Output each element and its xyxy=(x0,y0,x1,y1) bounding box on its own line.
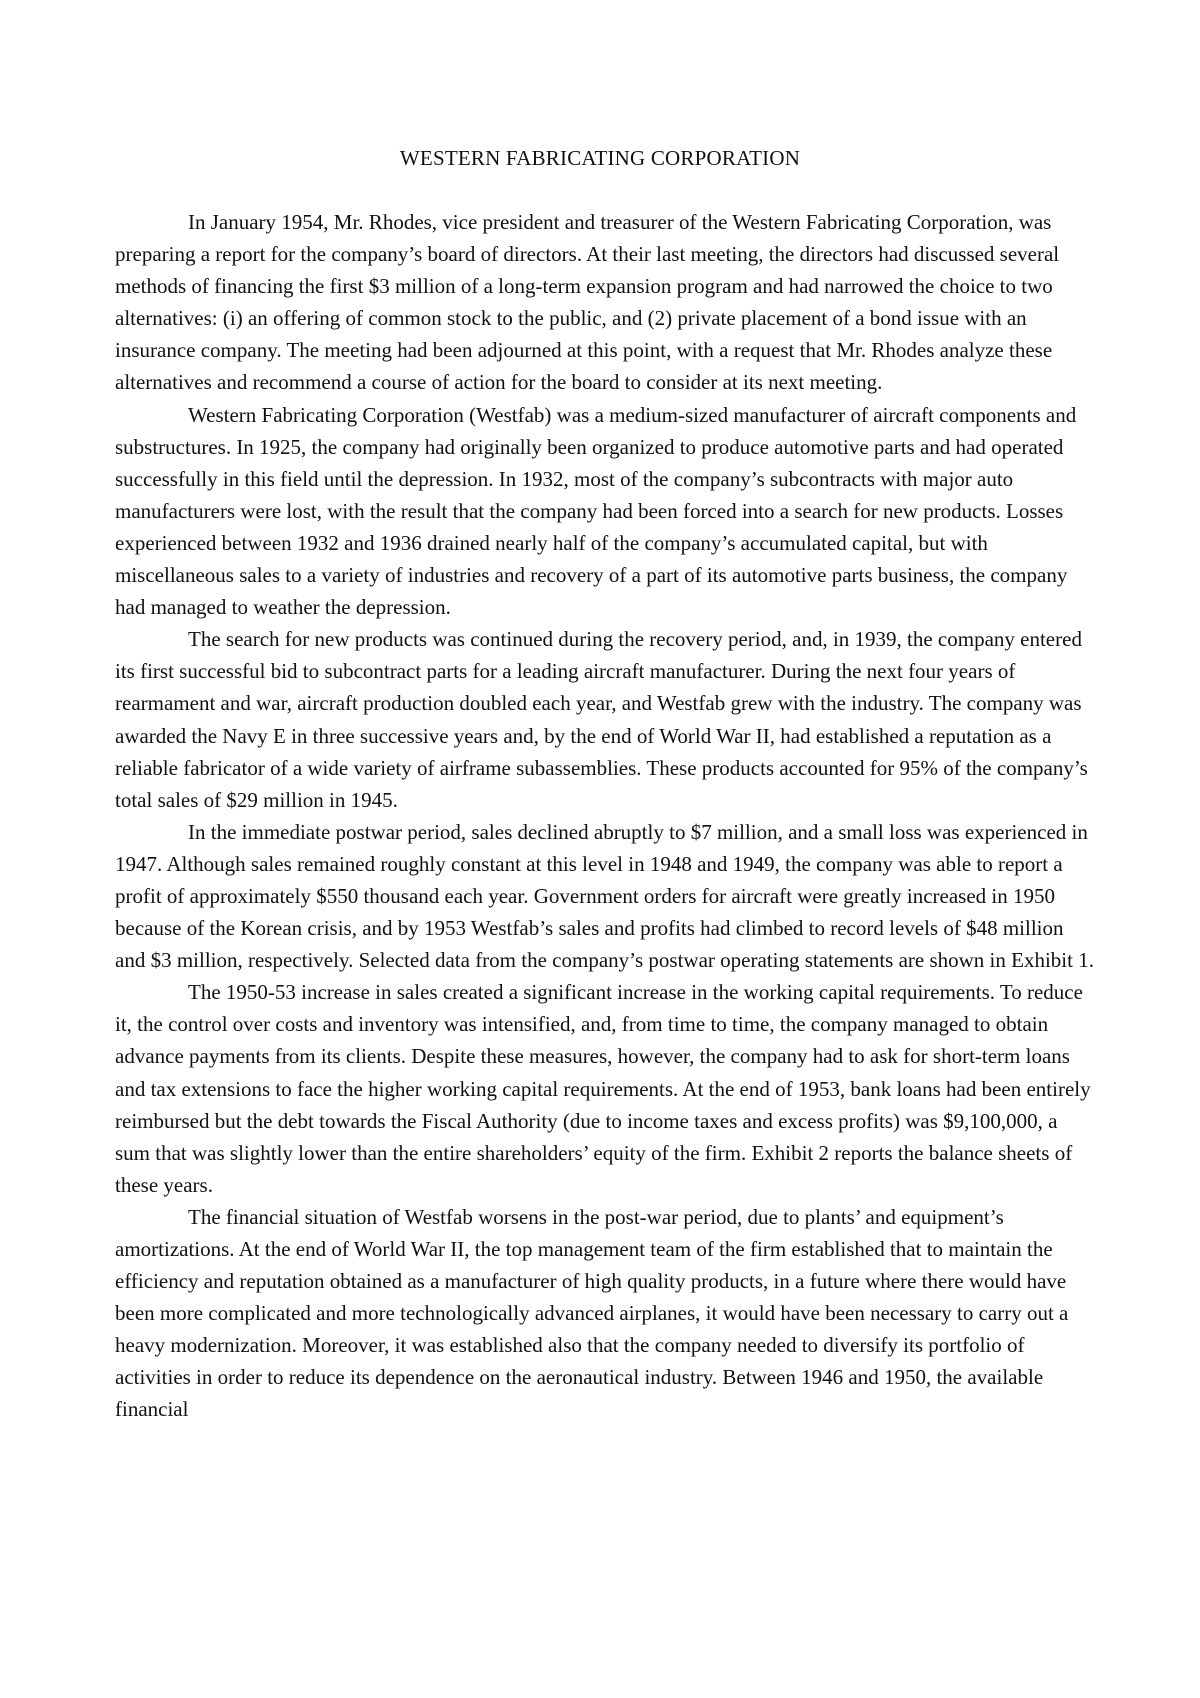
paragraph: The 1950-53 increase in sales created a significant increase in the working capital requirements. To reduce it, the control over costs and inventory was intensified, and, from time to time, the company managed to obtain advance payments from its clients. Despite these measures, however, the company had to ask for short-term loans and tax extensions to face the higher working capital requirements. At the end of 1953, bank loans had been entirely reimbursed but the debt towards the Fiscal Authority (due to income taxes and excess profits) was $9,100,000, a sum that was slightly lower than the entire shareholders’ equity of the firm. Exhibit 2 reports the balance sheets of these years. xyxy=(115,980,1091,1197)
paragraph: The financial situation of Westfab worsens in the post-war period, due to plants’ and equipment’s amortizations. At the end of World War II, the top management team of the firm established that to maintain the efficiency and reputation obtained as a manufacturer of high quality products, in a future where there would have been more complicated and more technologically advanced airplanes, it would have been necessary to carry out a heavy modernization. Moreover, it was established also that the company needed to diversify its portfolio of activities in order to reduce its dependence on the aeronautical industry. Between 1946 and 1950, the available financial xyxy=(115,1204,1069,1422)
paragraph: In the immediate postwar period, sales declined abruptly to $7 million, and a small loss was experienced in 1947. Although sales remained roughly constant at this level in 1948 and 1949, the company was able to report a profit of approximately $550 thousand each year. Government orders for aircraft were greatly increased in 1950 because of the Korean crisis, and by 1953 Westfab’s sales and profits had climbed to record levels of $48 million and $3 million, respectively. Selected data from the company’s postwar operating statements are shown in Exhibit 1. xyxy=(115,819,1094,973)
paragraph: The search for new products was continued during the recovery period, and, in 1939, the company entered its first successful bid to subcontract parts for a leading aircraft manufacturer. During the next four years of rearmament and war, aircraft production doubled each year, and Westfab grew with the industry. The company was awarded the Navy E in three successive years and, by the end of World War II, had established a reputation as a reliable fabricator of a wide variety of airframe subassemblies. These products accounted for 95% of the company’s total sales of $29 million in 1945. xyxy=(115,627,1088,812)
paragraph: Western Fabricating Corporation (Westfab) was a medium-sized manufacturer of aircraft components and substructures. In 1925, the company had originally been organized to produce automotive parts and had operated successfully in this field until the depression. In 1932, most of the company’s subcontracts with major auto manufacturers were lost, with the result that the company had been forced into a search for new products. Losses experienced between 1932 and 1936 drained nearly half of the company’s accumulated capital, but with miscellaneous sales to a variety of industries and recovery of a part of its automotive parts business, the company had managed to weather the depression. xyxy=(115,402,1077,620)
document-body xyxy=(115,206,1097,1426)
paragraph: In January 1954, Mr. Rhodes, vice president and treasurer of the Western Fabricating Corporation, was preparing a report for the company’s board of directors. At their last meeting, the directors had discussed several methods of financing the first $3 million of a long-term expansion program and had narrowed the choice to two alternatives: (i) an offering of common stock to the public, and (2) private placement of a bond issue with an insurance company. The meeting had been adjourned at this point, with a request that Mr. Rhodes analyze these alternatives and recommend a course of action for the board to consider at its next meeting. xyxy=(115,210,1060,395)
document-title: WESTERN FABRICATING CORPORATION xyxy=(399,146,801,170)
